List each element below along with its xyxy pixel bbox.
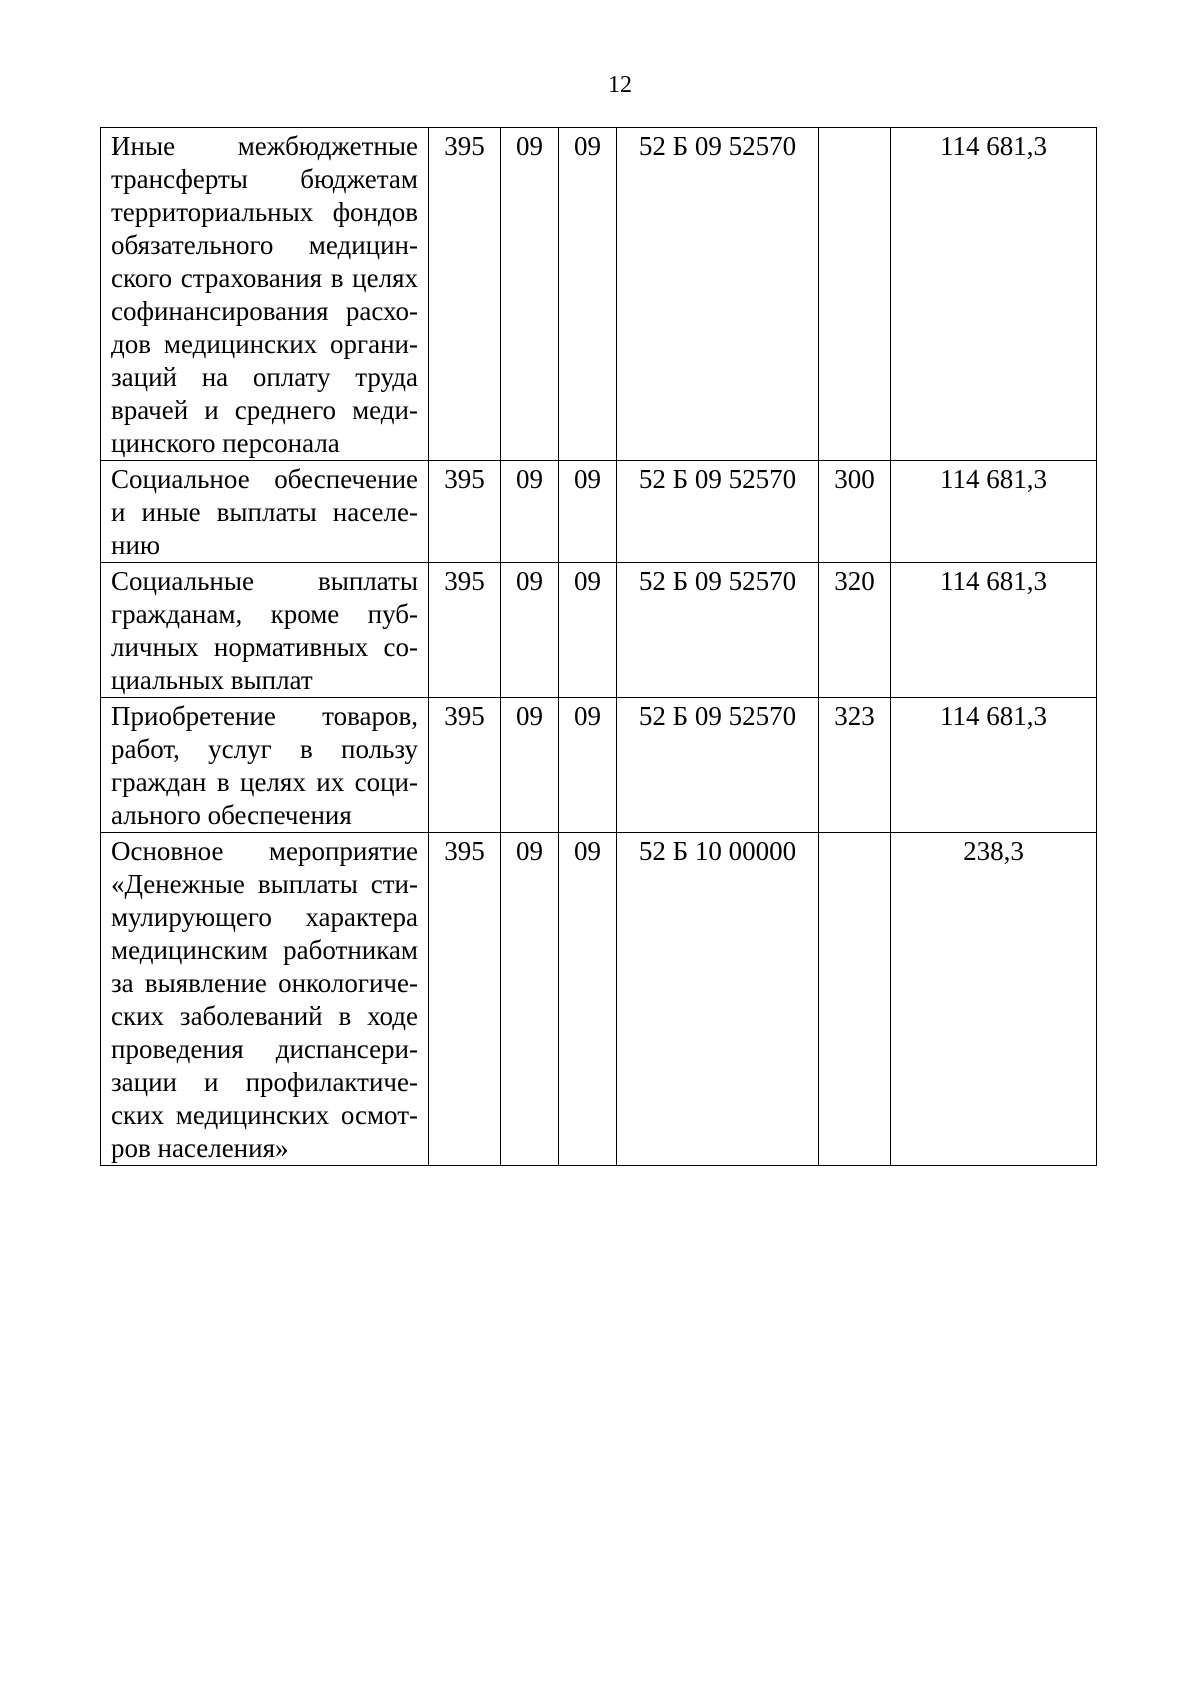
- row-name-line: зации и профилактиче-: [111, 1067, 418, 1097]
- table-row: [101, 698, 1097, 833]
- row-name-cell: [101, 563, 429, 698]
- row-name-line: за выявление онкологиче-: [111, 968, 418, 998]
- table-row: [101, 128, 1097, 461]
- row-pr-cell: 09: [559, 128, 617, 461]
- row-vr-cell: 323: [819, 698, 891, 833]
- table-row: [101, 563, 1097, 698]
- row-rz-cell: 09: [501, 563, 559, 698]
- row-name-line: обязательного медицин-: [111, 230, 418, 260]
- row-csr-cell: 52 Б 10 00000: [617, 833, 819, 1166]
- row-sum-cell: 114 681,3: [891, 698, 1097, 833]
- row-name-line: гражданам, кроме пуб-: [111, 599, 418, 629]
- row-name-line: территориальных фондов: [111, 197, 418, 227]
- row-name-line: мулирующего характера: [111, 902, 418, 932]
- row-name-line: Иные межбюджетные: [111, 131, 418, 161]
- row-name-line: Социальное обеспечение: [111, 464, 418, 494]
- row-pr-cell: 09: [559, 563, 617, 698]
- row-sum-cell: 114 681,3: [891, 461, 1097, 563]
- row-vr-cell: [819, 833, 891, 1166]
- row-gr-cell: 395: [429, 461, 501, 563]
- row-pr-cell: 09: [559, 833, 617, 1166]
- row-name-line: медицинским работникам: [111, 935, 418, 965]
- row-name-cell: [101, 698, 429, 833]
- row-sum-cell: 114 681,3: [891, 563, 1097, 698]
- row-name-line: трансферты бюджетам: [111, 164, 418, 194]
- table-row: [101, 461, 1097, 563]
- row-name-line: ских медицинских осмот-: [111, 1100, 418, 1130]
- row-name-line: работ, услуг в пользу: [111, 734, 418, 764]
- row-gr-cell: 395: [429, 698, 501, 833]
- row-csr-cell: 52 Б 09 52570: [617, 563, 819, 698]
- row-vr-cell: [819, 128, 891, 461]
- row-gr-cell: 395: [429, 563, 501, 698]
- budget-table-body: [101, 128, 1097, 1166]
- row-name-line: личных нормативных со-: [111, 632, 418, 662]
- row-name-line: дов медицинских органи-: [111, 329, 418, 359]
- row-name-line: и иные выплаты населе-: [111, 497, 418, 527]
- row-name-line: циальных выплат: [111, 665, 313, 695]
- row-sum-cell: 238,3: [891, 833, 1097, 1166]
- row-name-line: проведения диспансери-: [111, 1034, 418, 1064]
- row-csr-cell: 52 Б 09 52570: [617, 128, 819, 461]
- table-row: [101, 833, 1097, 1166]
- row-pr-cell: 09: [559, 461, 617, 563]
- budget-table: [100, 127, 1097, 1166]
- row-name-line: граждан в целях их соци-: [111, 767, 418, 797]
- row-name-line: цинского персонала: [111, 428, 340, 458]
- row-rz-cell: 09: [501, 461, 559, 563]
- row-name-line: софинансирования расхо-: [111, 296, 418, 326]
- row-vr-cell: 300: [819, 461, 891, 563]
- row-rz-cell: 09: [501, 833, 559, 1166]
- row-name-line: ального обеспечения: [111, 800, 352, 830]
- row-name-line: ров населения»: [111, 1133, 289, 1163]
- row-name-line: врачей и среднего меди-: [111, 395, 418, 425]
- row-name-line: заций на оплату труда: [111, 362, 418, 392]
- row-name-line: Социальные выплаты: [111, 566, 418, 596]
- row-vr-cell: 320: [819, 563, 891, 698]
- row-name-line: Приобретение товаров,: [111, 701, 418, 731]
- row-name-line: ских заболеваний в ходе: [111, 1001, 418, 1031]
- row-rz-cell: 09: [501, 698, 559, 833]
- page-number: 12: [608, 72, 632, 98]
- row-pr-cell: 09: [559, 698, 617, 833]
- row-rz-cell: 09: [501, 128, 559, 461]
- row-sum-cell: 114 681,3: [891, 128, 1097, 461]
- row-name-line: ского страхования в целях: [111, 263, 418, 293]
- row-name-line: «Денежные выплаты сти-: [111, 869, 418, 899]
- row-csr-cell: 52 Б 09 52570: [617, 461, 819, 563]
- row-name-line: нию: [111, 530, 161, 560]
- row-gr-cell: 395: [429, 128, 501, 461]
- row-name-cell: [101, 833, 429, 1166]
- row-name-cell: [101, 128, 429, 461]
- row-csr-cell: 52 Б 09 52570: [617, 698, 819, 833]
- row-name-cell: [101, 461, 429, 563]
- row-name-line: Основное мероприятие: [111, 836, 418, 866]
- row-gr-cell: 395: [429, 833, 501, 1166]
